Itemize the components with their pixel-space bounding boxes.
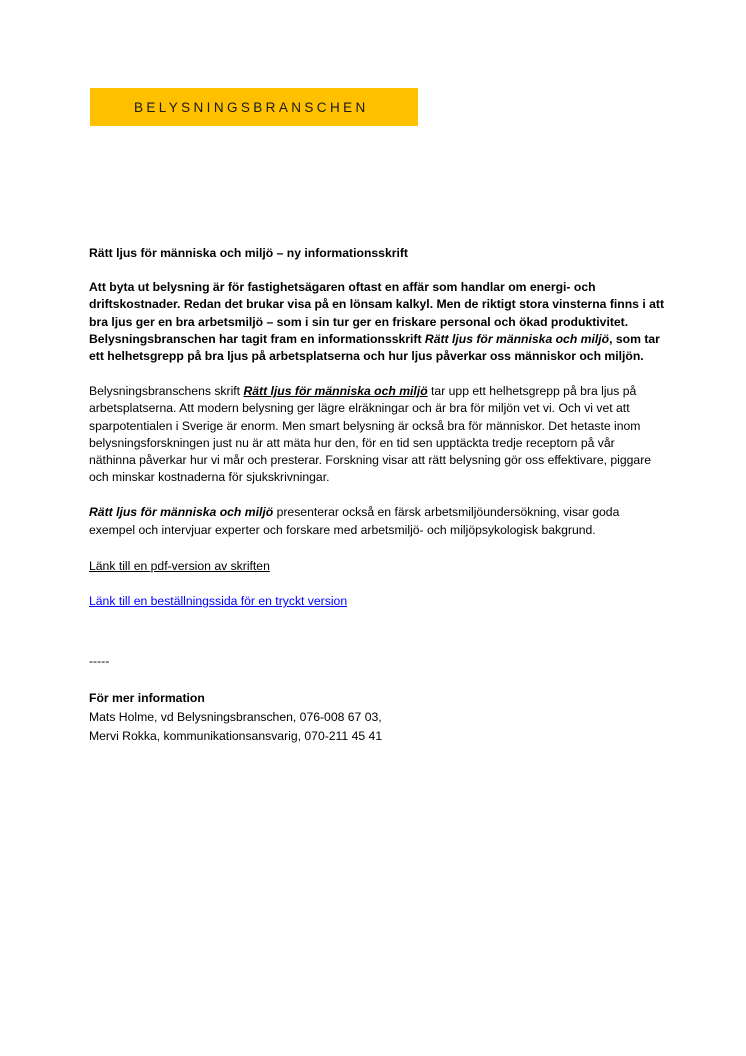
publication-title-link[interactable]: Rätt ljus för människa och miljö	[243, 384, 428, 399]
body2-text: presenterar också en färsk arbetsmiljöundersökning, visar goda exempel och intervjuar experter och forskare med arbetsmiljö- och miljöpsykologisk bakgrund.	[89, 505, 620, 537]
brand-banner	[90, 88, 418, 126]
lead-publication-title: Rätt ljus för människa och miljö	[424, 331, 610, 346]
contact-line-mats: Mats Holme, vd Belysningsbranschen, 076-008 67 03,	[89, 709, 382, 724]
separator: -----	[89, 654, 110, 669]
article-content	[89, 245, 664, 747]
order-link[interactable]: Länk till en beställningssida för en tryckt version	[89, 594, 348, 609]
contact-line-mervi: Mervi Rokka, kommunikationsansvarig, 070-211 45 41	[89, 729, 383, 744]
pdf-link-line	[89, 558, 664, 575]
lead-text-end: , som tar ett helhetsgrepp på bra ljus på arbetsplatserna och hur ljus påverkar oss människor och miljön.	[89, 331, 660, 364]
brand-name: BELYSNINGSBRANSCHEN	[134, 99, 369, 115]
lead-text-start: Att byta ut belysning är för fastighetsägaren oftast en affär som handlar om energi- och driftskostnader. Redan det brukar visa på en lönsam kalkyl. Men de riktigt stora vinsterna finns i att bra ljus ger en bra arbetsmiljö – som i sin tur ger en friskare personal och ökad produktivitet. Belysningsbranschen har tagit fram en informationsskrift	[89, 280, 665, 346]
body1-text-end: tar upp ett helhetsgrepp på bra ljus på arbetsplatserna. Att modern belysning ger lägre elräkningar och är bra för miljön vet vi. Och vi vet att sparpotentialen i Sverige är enorm. Men smart belysning är också bra för människor. Det hetaste inom belysningsforskningen just nu är att mäta hur den, för en tid sen upptäckta tredje receptorn på vår näthinna påverkar hur vi mår och presterar. Forskning visar att rätt belysning gör oss effektivare, piggare och minskar kostnaderna för sjukskrivningar.	[89, 384, 652, 485]
article-body-paragraph	[89, 383, 664, 486]
article-body-paragraph-2	[89, 504, 664, 538]
contact-heading: För mer information	[89, 691, 205, 706]
article-title: Rätt ljus för människa och miljö – ny informationsskrift	[89, 246, 408, 260]
body1-text-start: Belysningsbranschens skrift	[89, 384, 244, 399]
order-link-line	[89, 593, 664, 610]
body2-publication-title: Rätt ljus för människa och miljö	[89, 505, 274, 520]
pdf-link[interactable]: Länk till en pdf-version av skriften	[89, 558, 270, 573]
article-lead	[89, 279, 664, 365]
